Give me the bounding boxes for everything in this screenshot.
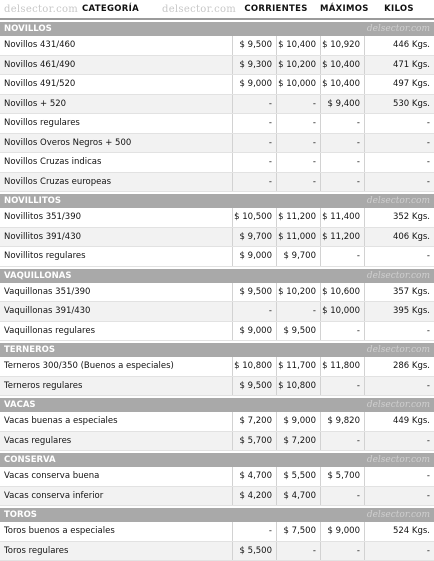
column-header-category: CATEGORÍA	[82, 4, 162, 14]
corrientes-max-cell: $ 9,700	[276, 247, 320, 266]
maximos-cell: $ 11,400	[320, 208, 364, 227]
kilos-cell: -	[364, 153, 434, 172]
maximos-cell: -	[320, 173, 364, 192]
corrientes-min-cell: -	[232, 302, 276, 321]
corrientes-min-cell: $ 9,000	[232, 322, 276, 341]
kilos-cell: 395 Kgs.	[364, 302, 434, 321]
maximos-cell: -	[320, 322, 364, 341]
category-cell: Novillitos 351/390	[0, 212, 232, 222]
maximos-cell: $ 10,920	[320, 36, 364, 55]
category-cell: Vacas conserva inferior	[0, 491, 232, 501]
watermark: delsector.com	[367, 455, 430, 465]
table-row	[0, 114, 434, 134]
corrientes-min-cell: $ 9,500	[232, 283, 276, 302]
corrientes-max-cell: $ 11,000	[276, 228, 320, 247]
kilos-cell: -	[364, 114, 434, 133]
corrientes-max-cell: -	[276, 114, 320, 133]
category-cell: Novillos 491/520	[0, 79, 232, 89]
table-row	[0, 522, 434, 542]
table-row	[0, 467, 434, 487]
corrientes-max-cell: $ 9,000	[276, 412, 320, 431]
section-header	[0, 269, 434, 283]
corrientes-min-cell: $ 7,200	[232, 412, 276, 431]
category-cell: Novillos regulares	[0, 118, 232, 128]
corrientes-max-cell: $ 10,800	[276, 377, 320, 396]
kilos-cell: 524 Kgs.	[364, 522, 434, 541]
corrientes-min-cell: -	[232, 95, 276, 114]
section-title: NOVILLITOS	[4, 196, 61, 206]
category-cell: Vaquillonas regulares	[0, 326, 232, 336]
kilos-cell: -	[364, 322, 434, 341]
corrientes-min-cell: -	[232, 134, 276, 153]
kilos-cell: -	[364, 173, 434, 192]
kilos-cell: -	[364, 247, 434, 266]
section-title: NOVILLOS	[4, 24, 52, 34]
kilos-cell: -	[364, 377, 434, 396]
corrientes-max-cell: -	[276, 173, 320, 192]
kilos-cell: 406 Kgs.	[364, 228, 434, 247]
table-row	[0, 153, 434, 173]
table-row	[0, 173, 434, 193]
category-cell: Novillitos regulares	[0, 251, 232, 261]
corrientes-max-cell: $ 10,200	[276, 283, 320, 302]
kilos-cell: 286 Kgs.	[364, 357, 434, 376]
category-cell: Novillos 461/490	[0, 60, 232, 70]
category-cell: Terneros regulares	[0, 381, 232, 391]
kilos-cell: -	[364, 487, 434, 506]
logo-watermark: delsector.com	[0, 4, 82, 15]
table-row	[0, 228, 434, 248]
corrientes-min-cell: $ 9,500	[232, 377, 276, 396]
section-title: VAQUILLONAS	[4, 271, 71, 281]
corrientes-max-cell: -	[276, 302, 320, 321]
corrientes-max-cell: $ 7,200	[276, 432, 320, 451]
corrientes-min-cell: $ 4,700	[232, 467, 276, 486]
category-cell: Novillos 431/460	[0, 40, 232, 50]
category-cell: Novillos Cruzas europeas	[0, 177, 232, 187]
column-header-maximos: MÁXIMOS	[320, 4, 364, 14]
corrientes-max-cell: $ 11,700	[276, 357, 320, 376]
category-cell: Vacas conserva buena	[0, 471, 232, 481]
watermark: delsector.com	[367, 271, 430, 281]
table-row	[0, 412, 434, 432]
watermark: delsector.com	[367, 196, 430, 206]
corrientes-min-cell: $ 5,500	[232, 542, 276, 561]
kilos-cell: -	[364, 467, 434, 486]
category-cell: Vaquillonas 351/390	[0, 287, 232, 297]
table-row	[0, 432, 434, 452]
maximos-cell: $ 10,000	[320, 302, 364, 321]
kilos-cell: 446 Kgs.	[364, 36, 434, 55]
kilos-cell: 357 Kgs.	[364, 283, 434, 302]
kilos-cell: 530 Kgs.	[364, 95, 434, 114]
maximos-cell: -	[320, 432, 364, 451]
corrientes-max-cell: $ 7,500	[276, 522, 320, 541]
maximos-cell: -	[320, 134, 364, 153]
corrientes-max-cell: -	[276, 542, 320, 561]
section-header	[0, 343, 434, 357]
category-cell: Toros regulares	[0, 546, 232, 556]
table-row	[0, 75, 434, 95]
kilos-cell: -	[364, 134, 434, 153]
corrientes-max-cell: $ 10,000	[276, 75, 320, 94]
maximos-cell: $ 5,700	[320, 467, 364, 486]
corrientes-min-cell: $ 9,000	[232, 75, 276, 94]
section-header	[0, 194, 434, 208]
maximos-cell: $ 9,820	[320, 412, 364, 431]
corrientes-min-cell: -	[232, 522, 276, 541]
section-title: CONSERVA	[4, 455, 56, 465]
table-row	[0, 302, 434, 322]
kilos-cell: 471 Kgs.	[364, 56, 434, 75]
section-header	[0, 453, 434, 467]
corrientes-min-cell: -	[232, 114, 276, 133]
kilos-cell: -	[364, 432, 434, 451]
column-header-kilos: KILOS	[364, 4, 434, 14]
maximos-cell: $ 10,600	[320, 283, 364, 302]
corrientes-max-cell: $ 10,200	[276, 56, 320, 75]
maximos-cell: $ 9,000	[320, 522, 364, 541]
section-title: TERNEROS	[4, 345, 55, 355]
table-header	[0, 0, 434, 20]
category-cell: Vacas buenas a especiales	[0, 416, 232, 426]
maximos-cell: $ 10,400	[320, 56, 364, 75]
category-cell: Vacas regulares	[0, 436, 232, 446]
category-cell: Novillos Cruzas indicas	[0, 157, 232, 167]
corrientes-min-cell: $ 5,700	[232, 432, 276, 451]
table-row	[0, 208, 434, 228]
corrientes-min-cell: -	[232, 173, 276, 192]
corrientes-max-cell: $ 5,500	[276, 467, 320, 486]
corrientes-min-cell: $ 9,300	[232, 56, 276, 75]
corrientes-max-cell: $ 9,500	[276, 322, 320, 341]
table-body	[0, 22, 434, 561]
kilos-cell: 497 Kgs.	[364, 75, 434, 94]
kilos-cell: -	[364, 542, 434, 561]
section-header	[0, 398, 434, 412]
maximos-cell: $ 10,400	[320, 75, 364, 94]
table-row	[0, 487, 434, 507]
table-row	[0, 377, 434, 397]
category-cell: Vaquillonas 391/430	[0, 306, 232, 316]
corrientes-min-cell: $ 10,800	[232, 357, 276, 376]
category-cell: Novillos + 520	[0, 99, 232, 109]
section-title: VACAS	[4, 400, 36, 410]
corrientes-min-cell: $ 9,700	[232, 228, 276, 247]
table-row	[0, 322, 434, 342]
corrientes-max-cell: -	[276, 134, 320, 153]
category-cell: Novillos Overos Negros + 500	[0, 138, 232, 148]
section-header	[0, 508, 434, 522]
corrientes-max-cell: $ 10,400	[276, 36, 320, 55]
category-cell: Toros buenos a especiales	[0, 526, 232, 536]
section-title: TOROS	[4, 510, 37, 520]
table-row	[0, 283, 434, 303]
maximos-cell: -	[320, 542, 364, 561]
watermark: delsector.com	[367, 400, 430, 410]
corrientes-max-cell: $ 11,200	[276, 208, 320, 227]
watermark: delsector.com	[367, 345, 430, 355]
section-header	[0, 22, 434, 36]
kilos-cell: 352 Kgs.	[364, 208, 434, 227]
column-header-corrientes: CORRIENTES	[232, 4, 320, 14]
corrientes-min-cell: $ 10,500	[232, 208, 276, 227]
maximos-cell: -	[320, 377, 364, 396]
table-row	[0, 357, 434, 377]
maximos-cell: $ 11,200	[320, 228, 364, 247]
table-row	[0, 542, 434, 561]
corrientes-min-cell: -	[232, 153, 276, 172]
category-cell: Terneros 300/350 (Buenos a especiales)	[0, 361, 232, 371]
kilos-cell: 449 Kgs.	[364, 412, 434, 431]
maximos-cell: $ 11,800	[320, 357, 364, 376]
table-row	[0, 134, 434, 154]
corrientes-min-cell: $ 9,500	[232, 36, 276, 55]
category-cell: Novillitos 391/430	[0, 232, 232, 242]
table-row	[0, 247, 434, 267]
corrientes-max-cell: -	[276, 153, 320, 172]
watermark: delsector.com	[367, 510, 430, 520]
table-row	[0, 95, 434, 115]
maximos-cell: $ 9,400	[320, 95, 364, 114]
table-row	[0, 56, 434, 76]
maximos-cell: -	[320, 487, 364, 506]
maximos-cell: -	[320, 153, 364, 172]
corrientes-min-cell: $ 4,200	[232, 487, 276, 506]
corrientes-max-cell: -	[276, 95, 320, 114]
logo-watermark: delsector.com	[162, 4, 232, 15]
corrientes-max-cell: $ 4,700	[276, 487, 320, 506]
maximos-cell: -	[320, 247, 364, 266]
watermark: delsector.com	[367, 24, 430, 34]
maximos-cell: -	[320, 114, 364, 133]
corrientes-min-cell: $ 9,000	[232, 247, 276, 266]
table-row	[0, 36, 434, 56]
